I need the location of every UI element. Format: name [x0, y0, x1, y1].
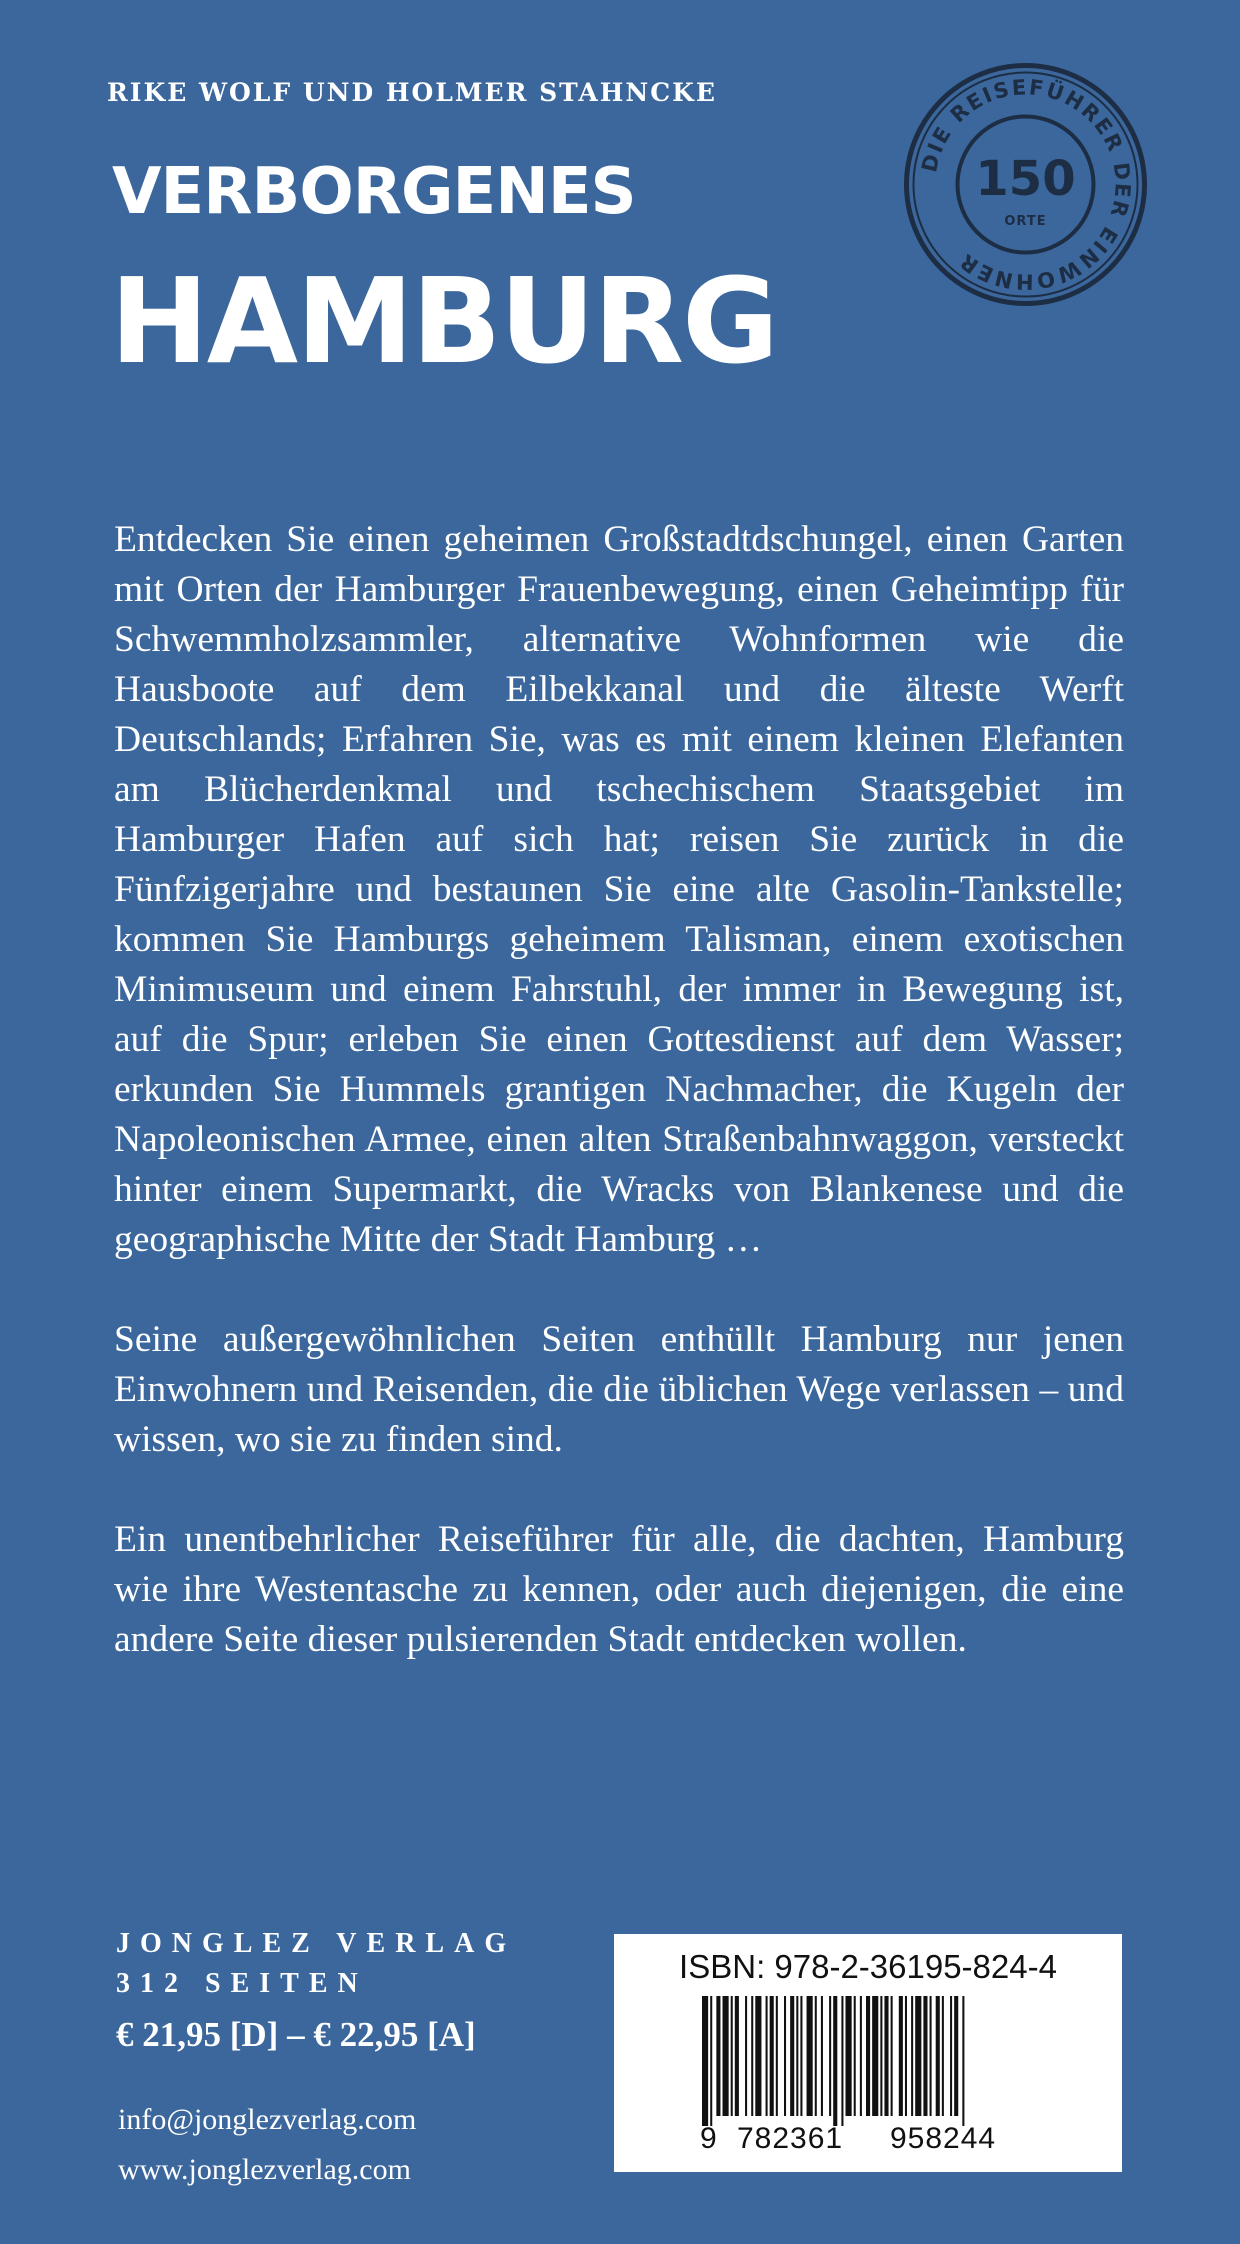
barcode-bar [731, 1996, 733, 2116]
book-title-line2: HAMBURG [110, 252, 777, 390]
description [114, 515, 1124, 1665]
barcode-bar [833, 1996, 837, 2126]
barcode-bar [807, 1996, 813, 2116]
barcode-bar [866, 1996, 870, 2116]
barcode-bar [710, 1996, 712, 2126]
barcode-bar [915, 1996, 921, 2116]
barcode-bar [702, 1996, 708, 2126]
stamp-seal-icon [903, 62, 1148, 307]
barcode-bar [950, 1996, 952, 2116]
barcode-bar [766, 1996, 768, 2116]
barcode-bar [800, 1996, 802, 2116]
barcode-bar [872, 1996, 878, 2116]
barcode-bar [899, 1996, 903, 2116]
contact-info [118, 2095, 416, 2195]
book-title-line1: VERBORGENES [112, 155, 636, 229]
author-names: RIKE WOLF UND HOLMER STAHNCKE [107, 78, 717, 107]
barcode-bar [905, 1996, 907, 2116]
barcode-bar [755, 1996, 761, 2116]
stamp-label: ORTE [1004, 214, 1047, 229]
barcode-bar [854, 1996, 856, 2116]
stamp-number: 150 [975, 151, 1076, 207]
website-link[interactable]: www.jonglezverlag.com [118, 2153, 411, 2186]
stamp-ring-text: DIE REISEFÜHRER DER EINWOHNER [917, 75, 1135, 294]
barcode-panel [614, 1934, 1122, 2172]
page-count: 312 SEITEN [116, 1968, 368, 1999]
barcode-bar [829, 1996, 831, 2116]
description-paragraph-2: Seine außergewöhnlichen Seiten enthüllt Hamburg nur jenen Einwohnern und Reisenden, die die üblichen Wege verlassen – und wissen, wo sie zu finden sind. [114, 1319, 1124, 1460]
barcode-bar [891, 1996, 893, 2116]
barcode-bar [735, 1996, 739, 2116]
barcode-bar [942, 1996, 944, 2116]
barcode-bar [954, 1996, 958, 2116]
barcode-bar [936, 1996, 940, 2116]
barcode-bar [930, 1996, 932, 2116]
description-paragraph-3: Ein unentbehrlicher Reiseführer für alle, die dachten, Hamburg wie ihre Westentasche zu kennen, oder auch diejenigen, die eine andere Seite dieser pulsierenden Stadt entdecken wollen. [114, 1519, 1124, 1660]
isbn-label: ISBN: 978-2-36195-824-4 [679, 1948, 1057, 1985]
barcode-bar [821, 1996, 823, 2116]
barcode-bar [776, 1996, 778, 2116]
barcode-bar [790, 1996, 794, 2116]
publisher-name: JONGLEZ VERLAG [116, 1928, 517, 1959]
price: € 21,95 [D] – € 22,95 [A] [116, 2015, 476, 2054]
barcode-bar [846, 1996, 852, 2116]
email-link[interactable]: info@jonglezverlag.com [118, 2103, 417, 2136]
publisher-info [116, 1924, 516, 2004]
barcode-bar [751, 1996, 753, 2116]
barcode-bar [911, 1996, 913, 2116]
barcode-bar [723, 1996, 729, 2116]
barcode-icon [702, 1996, 1034, 2126]
barcode-bar [923, 1996, 927, 2116]
barcode-bar [815, 1996, 817, 2116]
barcode-digits-right: 958244 [890, 2122, 997, 2155]
barcode-bar [770, 1996, 774, 2116]
barcode-bar [880, 1996, 882, 2116]
barcode-bar [884, 1996, 888, 2116]
barcode-bar [745, 1996, 747, 2116]
barcode-digits-left: 782361 [737, 2122, 844, 2155]
description-paragraph-1: Entdecken Sie einen geheimen Großstadtdschungel, einen Garten mit Orten der Hamburger Frauenbewegung, einen Geheimtipp für Schwemmholzsammler, alternative Wohnformen wie die Hausboote auf dem Eilbekkanal und die älteste Werft Deutschlands; Erfahren Sie, was es mit einem kleinen Elefanten am Blücherdenkmal und tschechischem Staatsgebiet im Hamburger Hafen auf sich hat; reisen Sie zurück in die Fünfzigerjahre und bestaunen Sie eine alte Gasolin-Tankstelle; kommen Sie Hamburgs geheimem Talisman, einem exotischen Minimuseum und einem Fahrstuhl, der immer in Bewegung ist, auf die Spur; erleben Sie einen Gottesdienst auf dem Wasser; erkunden Sie Hummels grantigen Nachmacher, die Kugeln der Napoleonischen Armee, einen alten Straßenbahnwaggon, versteckt hinter einem Supermarkt, die Wracks von Blankenese und die geographische Mitte der Stadt Hamburg … [114, 519, 1124, 1260]
barcode-bar [841, 1996, 843, 2126]
barcode-bar [962, 1996, 964, 2126]
barcode-bar [796, 1996, 798, 2116]
barcode-bar [716, 1996, 720, 2116]
barcode-bar [860, 1996, 862, 2116]
barcode-bar [784, 1996, 786, 2116]
barcode-digit-first: 9 [700, 2122, 717, 2155]
